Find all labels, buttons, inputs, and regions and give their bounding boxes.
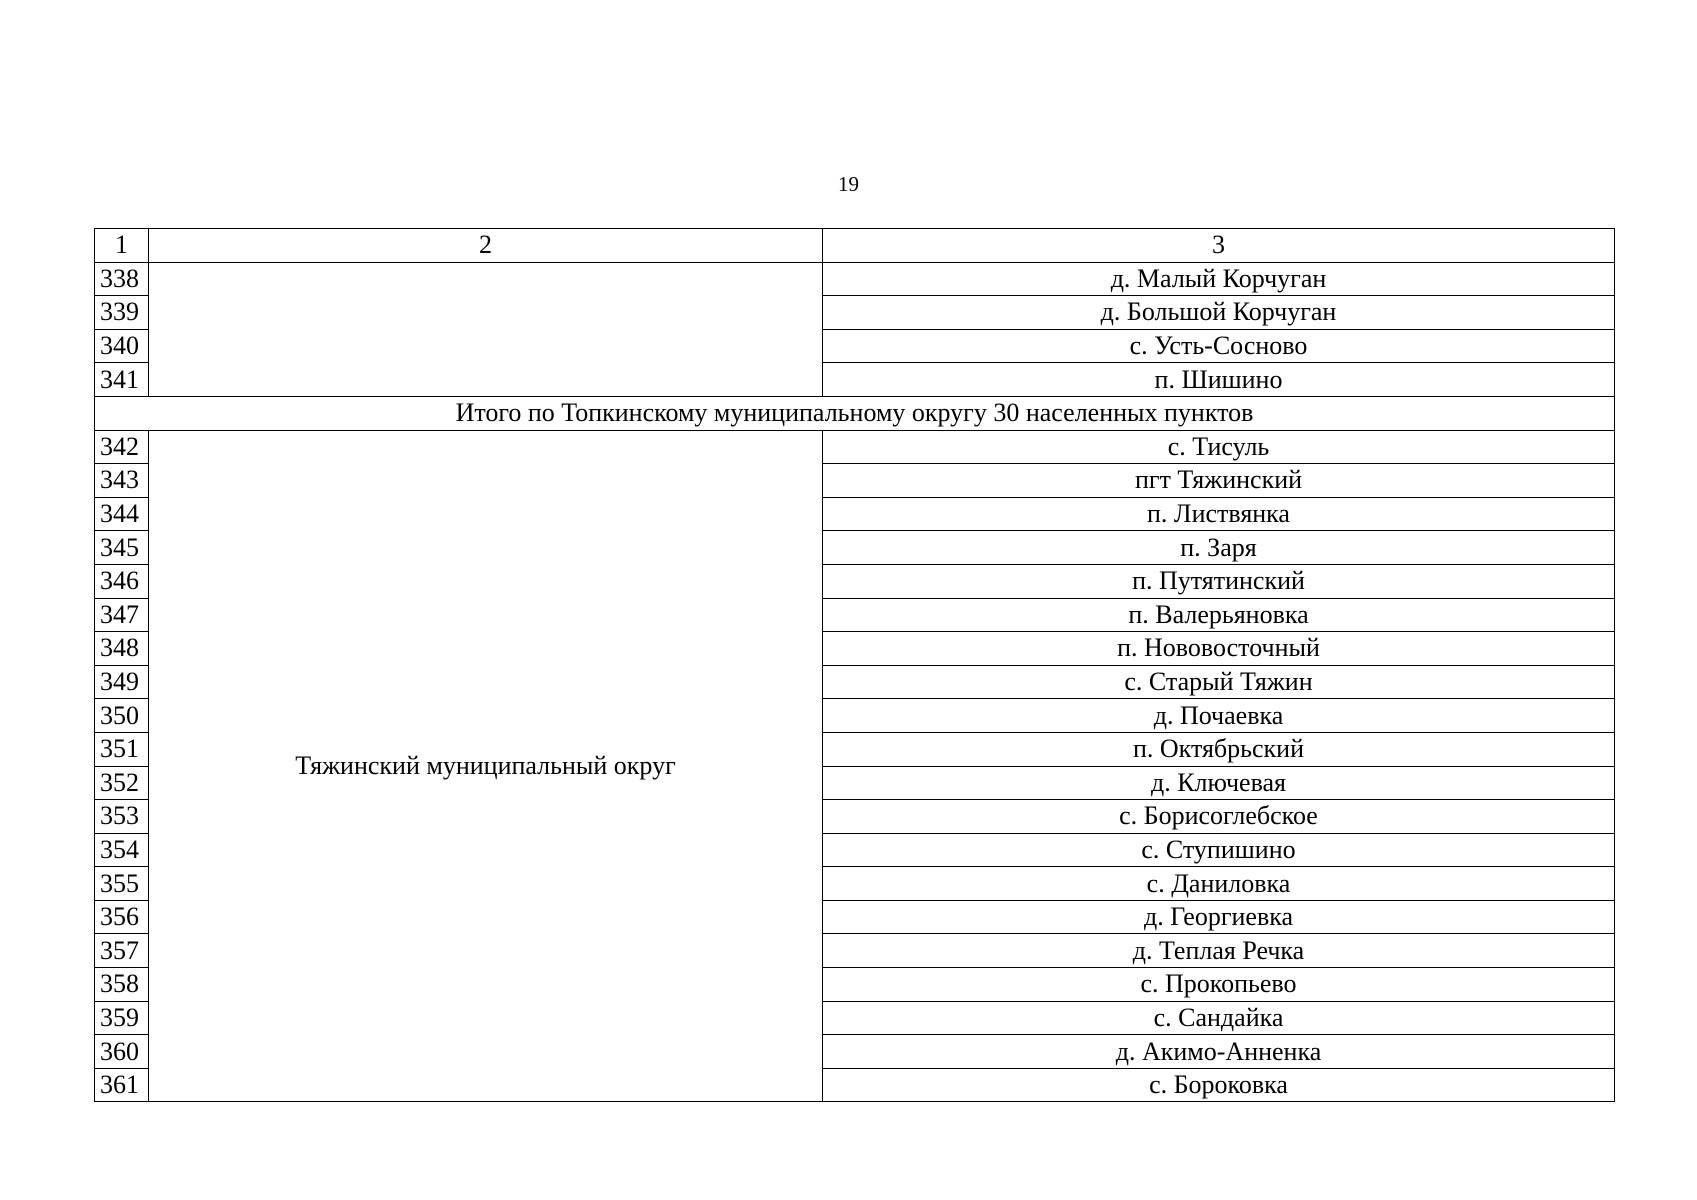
table-header-row	[95, 229, 1615, 263]
settlement-name: п. Листвянка	[823, 497, 1615, 531]
settlement-name: п. Шишино	[823, 363, 1615, 397]
page-number: 19	[838, 172, 859, 196]
settlement-name: с. Борисоглебское	[823, 800, 1615, 834]
settlement-name: д. Ключевая	[823, 766, 1615, 800]
total-row-text: Итого по Топкинскому муниципальному округу 30 населенных пунктов	[95, 396, 1615, 430]
table-row	[95, 430, 1615, 464]
row-number: 350	[95, 699, 149, 733]
row-number: 341	[95, 363, 149, 397]
row-number: 347	[95, 598, 149, 632]
settlement-name: с. Бороковка	[823, 1068, 1615, 1102]
settlement-name: с. Сандайка	[823, 1001, 1615, 1035]
settlement-name: д. Малый Корчуган	[823, 262, 1615, 296]
row-number: 349	[95, 665, 149, 699]
settlement-name: п. Путятинский	[823, 564, 1615, 598]
row-number: 345	[95, 531, 149, 565]
row-number: 343	[95, 464, 149, 498]
header-col-3: 3	[823, 229, 1615, 263]
header-col-1: 1	[95, 229, 149, 263]
total-row	[95, 396, 1615, 430]
settlement-name: д. Георгиевка	[823, 900, 1615, 934]
row-number: 340	[95, 329, 149, 363]
row-number: 344	[95, 497, 149, 531]
settlement-name: пгт Тяжинский	[823, 464, 1615, 498]
row-number: 361	[95, 1068, 149, 1102]
settlement-name: с. Тисуль	[823, 430, 1615, 464]
row-number: 346	[95, 564, 149, 598]
row-number: 359	[95, 1001, 149, 1035]
row-number: 351	[95, 732, 149, 766]
row-number: 357	[95, 934, 149, 968]
settlement-name: с. Даниловка	[823, 867, 1615, 901]
settlement-name: с. Прокопьево	[823, 968, 1615, 1002]
row-number: 358	[95, 968, 149, 1002]
settlement-name: п. Нововосточный	[823, 632, 1615, 666]
district-name: Тяжинский муниципальный округ	[149, 430, 823, 1102]
header-col-2: 2	[149, 229, 823, 263]
row-number: 353	[95, 800, 149, 834]
settlement-name: п. Валерьяновка	[823, 598, 1615, 632]
row-number: 338	[95, 262, 149, 296]
settlement-name: с. Усть-Сосново	[823, 329, 1615, 363]
settlements-table	[94, 228, 1615, 1102]
row-number: 352	[95, 766, 149, 800]
row-number: 342	[95, 430, 149, 464]
district-cell-empty	[149, 262, 823, 396]
row-number: 339	[95, 296, 149, 330]
settlement-name: с. Ступишино	[823, 833, 1615, 867]
row-number: 354	[95, 833, 149, 867]
row-number: 360	[95, 1035, 149, 1069]
settlement-name: д. Большой Корчуган	[823, 296, 1615, 330]
row-number: 355	[95, 867, 149, 901]
settlement-name: д. Акимо-Анненка	[823, 1035, 1615, 1069]
row-number: 356	[95, 900, 149, 934]
settlement-name: д. Почаевка	[823, 699, 1615, 733]
row-number: 348	[95, 632, 149, 666]
settlement-name: с. Старый Тяжин	[823, 665, 1615, 699]
table-row	[95, 262, 1615, 296]
settlement-name: д. Теплая Речка	[823, 934, 1615, 968]
settlement-name: п. Октябрьский	[823, 732, 1615, 766]
settlement-name: п. Заря	[823, 531, 1615, 565]
